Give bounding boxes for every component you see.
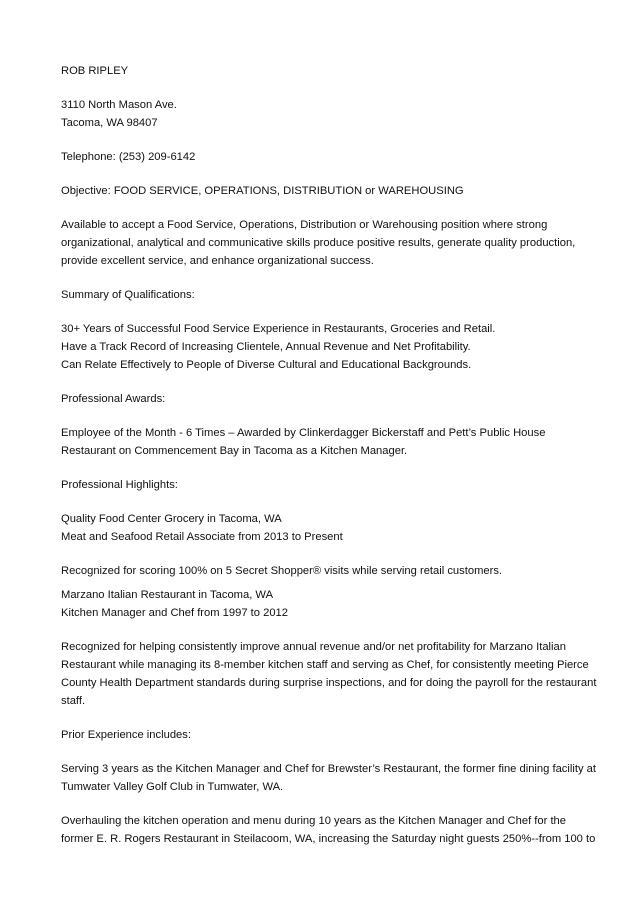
summary-item: Can Relate Effectively to People of Diverse Cultural and Educational Backgrounds. — [61, 359, 472, 371]
paragraph-line: Serving 3 years as the Kitchen Manager and Chef for Brewster’s Restaurant, the former fine dining facility at — [61, 763, 596, 775]
job-title: Kitchen Manager and Chef from 1997 to 2012 — [61, 607, 289, 619]
job-marzano — [61, 586, 588, 622]
heading-line: Prior Experience includes: — [61, 729, 191, 741]
summary-heading — [61, 286, 588, 304]
paragraph-line: Restaurant while managing its 8-member kitchen staff and serving as Chef, for consistently meeting Pierce — [61, 659, 589, 671]
paragraph-line: former E. R. Rogers Restaurant in Steilacoom, WA, increasing the Saturday night guests 250%--from 100 to — [61, 833, 596, 845]
job-qfc-achievement — [61, 562, 588, 580]
resume-name — [61, 62, 588, 80]
prior-heading — [61, 726, 588, 744]
job-title: Meat and Seafood Retail Associate from 2013 to Present — [61, 531, 343, 543]
job-qfc — [61, 510, 588, 546]
telephone — [61, 148, 588, 166]
paragraph-line: Recognized for scoring 100% on 5 Secret Shopper® visits while serving retail customers. — [61, 565, 503, 577]
paragraph-line: County Health Department standards during surprise inspections, and for doing the payroll for the restaurant — [61, 677, 597, 689]
paragraph-line: organizational, analytical and communicative skills produce positive results, generate quality production, — [61, 237, 576, 249]
telephone-line: Telephone: (253) 209-6142 — [61, 151, 196, 163]
awards-paragraph — [61, 424, 588, 460]
address-line: Tacoma, WA 98407 — [61, 117, 158, 129]
objective-paragraph — [61, 216, 588, 270]
heading-line: Summary of Qualifications: — [61, 289, 195, 301]
awards-heading — [61, 390, 588, 408]
prior-rogers — [61, 812, 596, 848]
address-block — [61, 96, 588, 132]
name-line: ROB RIPLEY — [61, 65, 129, 77]
job-marzano-achievement — [61, 638, 597, 710]
prior-brewsters — [61, 760, 596, 796]
paragraph-line: Available to accept a Food Service, Operations, Distribution or Warehousing position where strong — [61, 219, 548, 231]
paragraph-line: Recognized for helping consistently improve annual revenue and/or net profitability for Marzano Italian — [61, 641, 566, 653]
paragraph-line: Tumwater Valley Golf Club in Tumwater, WA. — [61, 781, 284, 793]
job-employer: Marzano Italian Restaurant in Tacoma, WA — [61, 589, 274, 601]
heading-line: Professional Highlights: — [61, 479, 178, 491]
objective-line: Objective: FOOD SERVICE, OPERATIONS, DISTRIBUTION or WAREHOUSING — [61, 185, 464, 197]
summary-list — [61, 320, 588, 374]
highlights-heading — [61, 476, 588, 494]
paragraph-line: Overhauling the kitchen operation and menu during 10 years as the Kitchen Manager and Chef for the — [61, 815, 566, 827]
paragraph-line: Restaurant on Commencement Bay in Tacoma as a Kitchen Manager. — [61, 445, 408, 457]
objective-heading — [61, 182, 588, 200]
address-line: 3110 North Mason Ave. — [61, 99, 177, 111]
paragraph-line: Employee of the Month - 6 Times – Awarded by Clinkerdagger Bickerstaff and Pett’s Public House — [61, 427, 546, 439]
paragraph-line: staff. — [61, 695, 86, 707]
summary-item: 30+ Years of Successful Food Service Experience in Restaurants, Groceries and Retail. — [61, 323, 496, 335]
heading-line: Professional Awards: — [61, 393, 166, 405]
job-employer: Quality Food Center Grocery in Tacoma, WA — [61, 513, 282, 525]
paragraph-line: provide excellent service, and enhance organizational success. — [61, 255, 374, 267]
summary-item: Have a Track Record of Increasing Clientele, Annual Revenue and Net Profitability. — [61, 341, 471, 353]
